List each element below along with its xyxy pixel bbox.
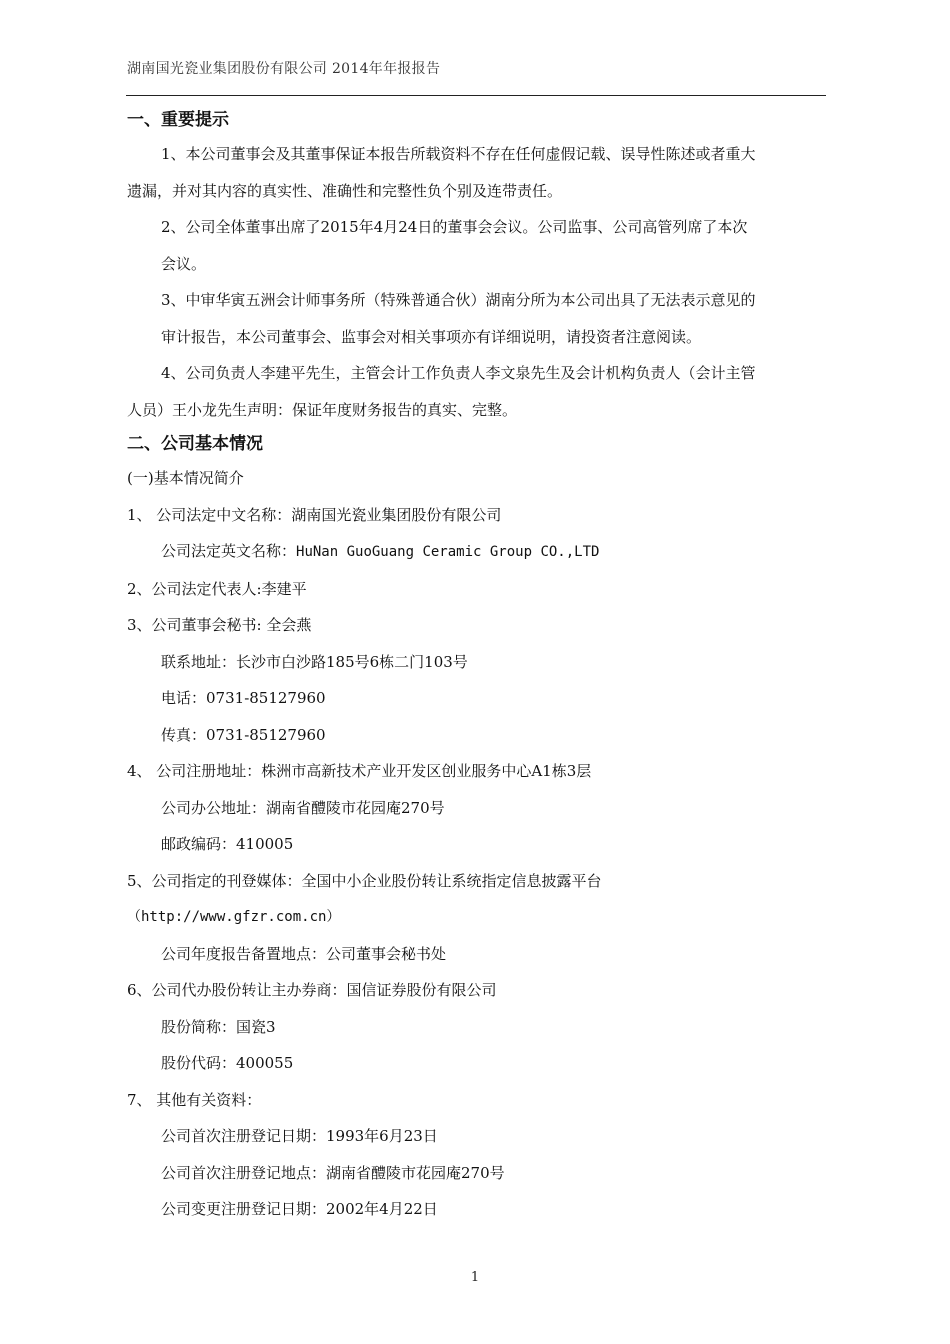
report-body bbox=[127, 104, 827, 1228]
postal-code: 邮政编码：410005 bbox=[161, 835, 294, 853]
page-number: 1 bbox=[470, 1270, 480, 1285]
stock-code: 股份代码：400055 bbox=[161, 1054, 294, 1072]
phone-label: 电话： bbox=[161, 689, 207, 707]
company-name-en-value: HuNan GuoGuang Ceramic Group CO.,LTD bbox=[296, 544, 600, 560]
contact-phone bbox=[127, 680, 827, 717]
section-heading-company-info: 二、公司基本情况 bbox=[127, 434, 263, 454]
notice-line: 人员）王小龙先生声明：保证年度财务报告的真实、完整。 bbox=[127, 400, 518, 419]
disclosure-media: 5、公司指定的刊登媒体：全国中小企业股份转让系统指定信息披露平台 bbox=[127, 871, 602, 890]
subheading-basic-info: (一)基本情况简介 bbox=[127, 469, 244, 487]
header-divider bbox=[126, 95, 826, 96]
company-name-en bbox=[127, 533, 827, 571]
notice-line: 会议。 bbox=[161, 254, 207, 273]
fax-value: 0731-85127960 bbox=[206, 725, 326, 744]
fax-label: 传真： bbox=[161, 725, 207, 744]
notice-line: 3、中审华寅五洲会计师事务所（特殊普通合伙）湖南分所为本公司出具了无法表示意见的 bbox=[161, 291, 756, 309]
first-registration-place: 公司首次注册登记地点：湖南省醴陵市花园庵270号 bbox=[161, 1163, 505, 1182]
notice-line: 2、公司全体董事出席了2015年4月24日的董事会会议。公司监事、公司高管列席了本次 bbox=[161, 218, 748, 236]
other-info: 7、 其他有关资料： bbox=[127, 1090, 262, 1109]
page-header: 湖南国光瓷业集团股份有限公司 2014年年报报告 bbox=[127, 61, 441, 77]
company-name-cn: 1、 公司法定中文名称：湖南国光瓷业集团股份有限公司 bbox=[127, 505, 502, 524]
contact-address: 联系地址：长沙市白沙路185号6栋二门103号 bbox=[161, 652, 468, 671]
disclosure-url: （http://www.gfzr.com.cn） bbox=[127, 909, 341, 925]
legal-representative: 2、公司法定代表人:李建平 bbox=[127, 579, 307, 598]
notice-line: 审计报告，本公司董事会、监事会对相关事项亦有详细说明，请投资者注意阅读。 bbox=[161, 327, 702, 346]
board-secretary: 3、公司董事会秘书: 全会燕 bbox=[127, 616, 312, 634]
phone-value: 0731-85127960 bbox=[206, 689, 326, 707]
registered-address: 4、 公司注册地址：株洲市高新技术产业开发区创业服务中心A1栋3层 bbox=[127, 762, 592, 780]
stock-abbreviation: 股份简称：国瓷3 bbox=[161, 1017, 276, 1036]
section-heading-important-notice: 一、重要提示 bbox=[127, 110, 229, 130]
notice-line: 1、本公司董事会及其董事保证本报告所载资料不存在任何虚假记载、误导性陈述或者重大 bbox=[161, 145, 756, 163]
notice-line: 4、公司负责人李建平先生，主管会计工作负责人李文泉先生及会计机构负责人（会计主管 bbox=[161, 364, 756, 382]
sponsor-broker: 6、公司代办股份转让主办券商：国信证券股份有限公司 bbox=[127, 981, 497, 999]
first-registration-date: 公司首次注册登记日期：1993年6月23日 bbox=[161, 1127, 438, 1145]
change-registration-date: 公司变更注册登记日期：2002年4月22日 bbox=[161, 1200, 438, 1218]
notice-line: 遗漏，并对其内容的真实性、准确性和完整性负个别及连带责任。 bbox=[127, 181, 563, 200]
office-address: 公司办公地址：湖南省醴陵市花园庵270号 bbox=[161, 798, 445, 817]
company-name-en-label: 公司法定英文名称： bbox=[161, 542, 297, 560]
contact-fax bbox=[127, 717, 827, 754]
report-location: 公司年度报告备置地点：公司董事会秘书处 bbox=[161, 944, 447, 963]
